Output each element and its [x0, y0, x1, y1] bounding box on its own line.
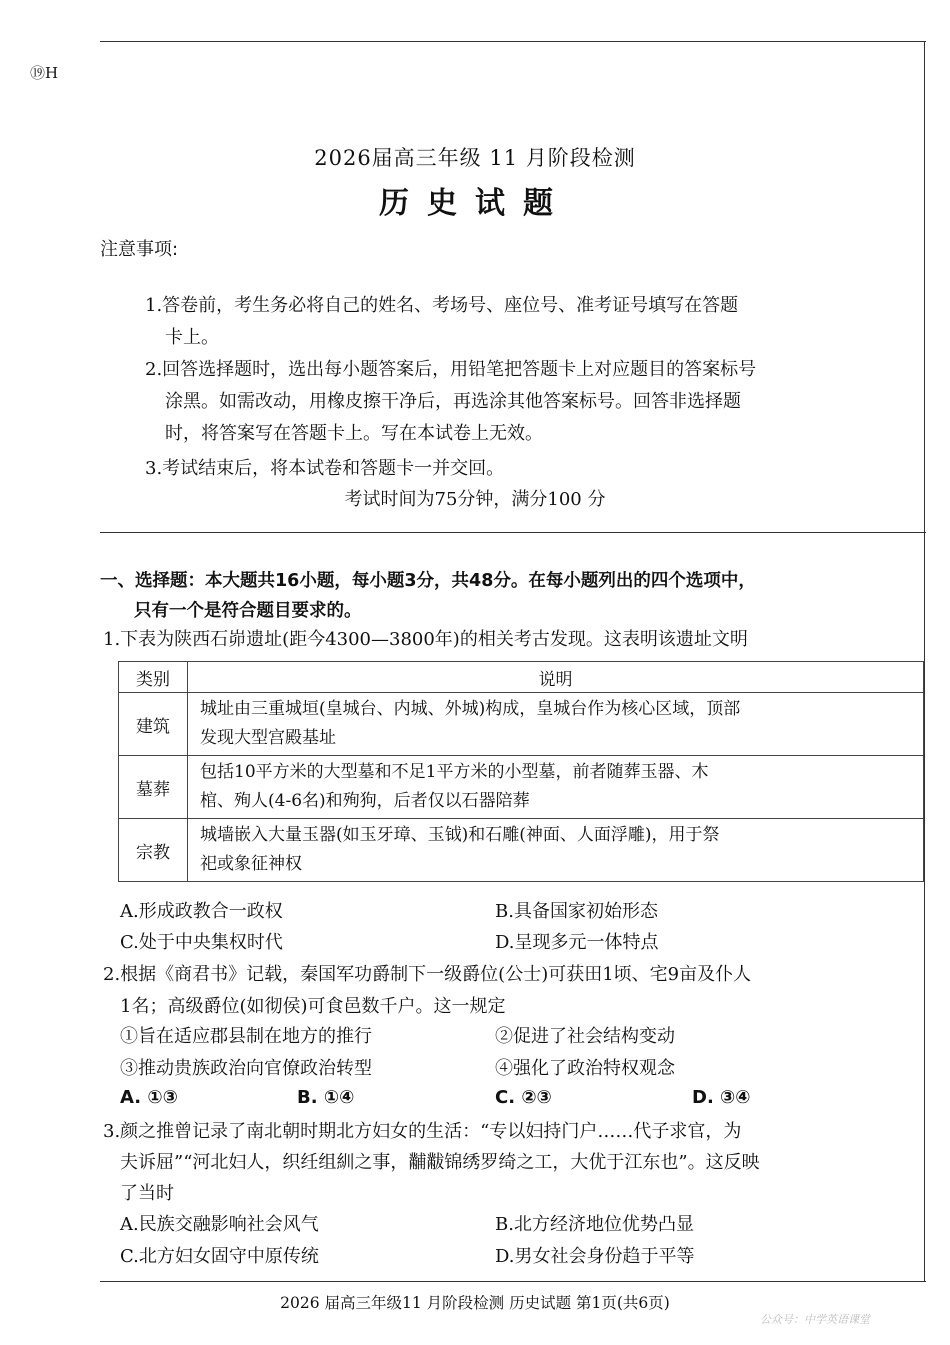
table-cell-category: 建筑	[119, 693, 188, 756]
q1-table	[118, 661, 924, 882]
table-cell-category: 宗教	[119, 819, 188, 882]
notice-line: 涂黑。如需改动，用橡皮擦干净后，再选涂其他答案标号。回答非选择题	[165, 391, 741, 412]
notice-line: 时，将答案写在答题卡上。写在本试卷上无效。	[165, 423, 543, 444]
q1-stem: 1.下表为陕西石峁遗址(距今4300—3800年)的相关考古发现。这表明该遗址文明	[103, 629, 748, 650]
footer-rule	[100, 1281, 926, 1282]
q3-option-c[interactable]: C.北方妇女固守中原传统	[120, 1246, 319, 1267]
table-header-row	[119, 662, 924, 693]
q3-stem-2: 夫诉屈”“河北妇人，织纴组紃之事，黼黻锦绣罗绮之工，大优于江东也”。这反映	[120, 1152, 760, 1173]
q2-stem-2: 1名；高级爵位(如彻侯)可食邑数千户。这一规定	[120, 996, 506, 1017]
corner-mark: ⑲H	[30, 64, 59, 82]
table-cell-category: 墓葬	[119, 756, 188, 819]
q3-option-b[interactable]: B.北方经济地位优势凸显	[495, 1214, 694, 1235]
notice-line: 1.答卷前，考生务必将自己的姓名、考场号、座位号、准考证号填写在答题	[145, 295, 739, 316]
q2-option-c[interactable]: C. ②③	[495, 1087, 552, 1108]
desc-line: 发现大型宫殿基址	[200, 728, 336, 748]
table-cell-description	[188, 819, 924, 882]
q2-option-b[interactable]: B. ①④	[297, 1087, 355, 1108]
desc-line: 城址由三重城垣(皇城台、内城、外城)构成，皇城台作为核心区域，顶部	[200, 699, 741, 719]
table-header-category: 类别	[119, 662, 188, 693]
desc-line: 城墙嵌入大量玉器(如玉牙璋、玉钺)和石雕(神面、人面浮雕)，用于祭	[200, 825, 720, 845]
notice-line: 卡上。	[165, 327, 219, 348]
right-rule	[924, 41, 925, 1281]
top-rule	[100, 41, 926, 42]
table-row	[119, 819, 924, 882]
q2-item-3: ③推动贵族政治向官僚政治转型	[120, 1058, 372, 1079]
exam-title: 历史试题	[379, 186, 571, 221]
table-cell-description	[188, 756, 924, 819]
desc-line: 棺、殉人(4-6名)和殉狗，后者仅以石器陪葬	[200, 791, 530, 811]
q3-stem-3: 了当时	[120, 1183, 174, 1204]
section-line-1: 一、选择题：本大题共16小题，每小题3分，共48分。在每小题列出的四个选项中，	[100, 571, 756, 591]
exam-subtitle: 2026届高三年级 11 月阶段检测	[314, 146, 636, 170]
q1-option-a[interactable]: A.形成政教合一政权	[120, 901, 283, 922]
q2-item-2: ②促进了社会结构变动	[495, 1026, 675, 1047]
desc-line: 祀或象征神权	[200, 854, 302, 874]
section-line-2: 只有一个是符合题目要求的。	[134, 601, 362, 621]
q1-option-b[interactable]: B.具备国家初始形态	[495, 901, 658, 922]
notice-line: 3.考试结束后，将本试卷和答题卡一并交回。	[145, 458, 505, 479]
q3-option-d[interactable]: D.男女社会身份趋于平等	[495, 1246, 695, 1267]
q3-option-a[interactable]: A.民族交融影响社会风气	[120, 1214, 319, 1235]
table-row	[119, 756, 924, 819]
notice-heading: 注意事项:	[100, 239, 179, 260]
table-cell-description	[188, 693, 924, 756]
page-footer: 2026 届高三年级11 月阶段检测 历史试题 第1页(共6页)	[280, 1294, 670, 1312]
q3-stem-1: 3.颜之推曾记录了南北朝时期北方妇女的生活：“专以妇持门户……代子求官，为	[103, 1121, 742, 1142]
q2-item-1: ①旨在适应郡县制在地方的推行	[120, 1026, 372, 1047]
notice-divider	[100, 532, 926, 533]
q2-option-a[interactable]: A. ①③	[120, 1087, 178, 1108]
section-heading	[100, 566, 756, 626]
exam-time: 考试时间为75分钟，满分100 分	[344, 489, 606, 510]
watermark: 公众号：中学英语课堂	[760, 1313, 870, 1326]
table-header-description: 说明	[188, 662, 924, 693]
desc-line: 包括10平方米的大型墓和不足1平方米的小型墓，前者随葬玉器、木	[200, 762, 709, 782]
q2-item-4: ④强化了政治特权观念	[495, 1058, 675, 1079]
q2-stem-1: 2.根据《商君书》记载，秦国军功爵制下一级爵位(公士)可获田1顷、宅9亩及仆人	[103, 964, 752, 985]
q1-option-d[interactable]: D.呈现多元一体特点	[495, 932, 659, 953]
q1-option-c[interactable]: C.处于中央集权时代	[120, 932, 283, 953]
table-row	[119, 693, 924, 756]
q2-option-d[interactable]: D. ③④	[692, 1087, 751, 1108]
notice-line: 2.回答选择题时，选出每小题答案后，用铅笔把答题卡上对应题目的答案标号	[145, 359, 757, 380]
